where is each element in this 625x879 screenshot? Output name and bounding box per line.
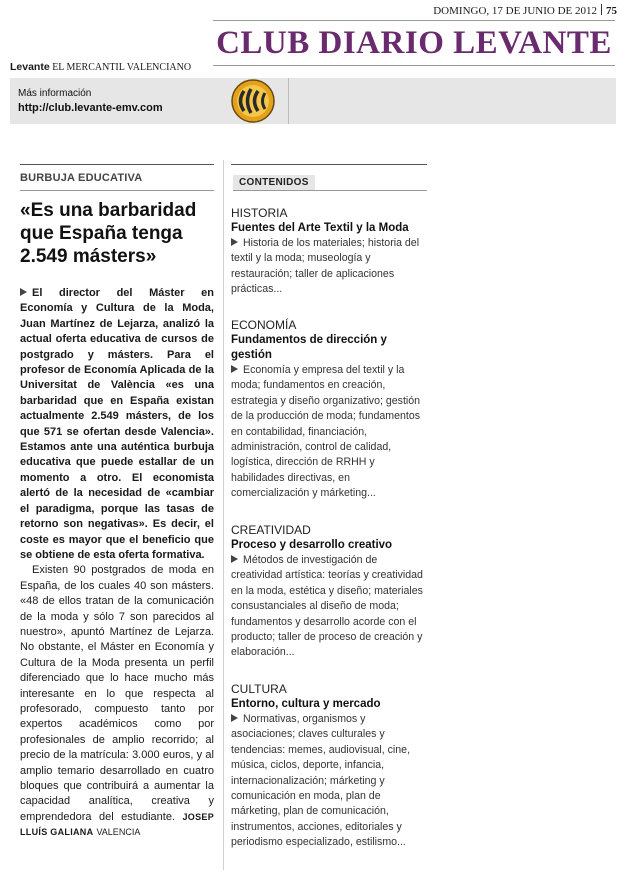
column-divider <box>223 160 224 870</box>
contents-section-cultura <box>231 682 425 851</box>
article-paragraph-1 <box>20 286 214 563</box>
section-category: ECONOMÍA <box>231 318 297 332</box>
section-category: CULTURA <box>231 682 287 696</box>
section-description-text: Historia de los materiales; historia del textil y la moda; museología y restauración; taller de aplicaciones prácticas... <box>231 237 420 296</box>
info-text <box>18 87 163 115</box>
section-description-text: Métodos de investigación de creatividad artística: teorías y creatividad en la moda, estética y diseño; materiales consustanciales al diseño de moda; fundamentos y desarrollo acorde con el producto; taller de proceso de creación y elaboración... <box>231 554 423 659</box>
section-subtitle: Fuentes del Arte Textil y la Moda <box>231 222 409 234</box>
club-logo-icon <box>218 78 288 124</box>
section-category: CREATIVIDAD <box>231 523 311 537</box>
article-body <box>20 286 214 841</box>
triangle-bullet-icon <box>231 714 238 722</box>
byline-name: JOSEP LLUÍS GALIANA <box>20 811 214 838</box>
triangle-bullet-icon <box>231 238 238 246</box>
section-description-text: Normativas, organismos y asociaciones; claves culturales y tendencias: memes, audiovisual, cine, música, ciclos, deporte, infancia, internacionalización; márketing y comunicación en moda, plan de márketing, plan de comunicación, instrumentos, acciones, editoriales y periodismo especializado, estilismo... <box>231 713 411 849</box>
brand-tagline: EL MERCANTIL VALENCIANO <box>52 62 192 73</box>
article-section-rule <box>20 190 214 191</box>
section-description <box>231 363 425 502</box>
section-subtitle: Proceso y desarrollo creativo <box>231 539 393 551</box>
byline-place: VALENCIA <box>96 827 141 838</box>
info-divider <box>288 78 289 124</box>
info-bar <box>10 78 616 124</box>
dateline-divider <box>601 4 602 15</box>
section-label: BURBUJA EDUCATIVA <box>20 172 143 184</box>
section-category: HISTORIA <box>231 206 288 220</box>
triangle-bullet-icon <box>231 365 238 373</box>
dateline <box>433 4 617 17</box>
contents-top-rule <box>231 164 427 165</box>
brand-line <box>10 61 191 73</box>
section-description-text: Economía y empresa del textil y la moda; fundamentos en creación, estrategia y diseño organizativo; gestión de la producción de moda; fundamentos en contabilidad, financiación, administración, control de calidad, logística, dirección de RRHH y habilidades directivas, en comercialización y márketing... <box>231 364 421 500</box>
paragraph-1-text: El director del Máster en Economía y Cultura de la Moda, Juan Martínez de Lejarza, analizó la actual oferta educativa de cursos de postgrado y másters. Para el profesor de Economía Aplicada de la Universitat de València «es una barbaridad que en España existan actualmente 2.549 másters, de los que 571 se ofertan desde Valencia». Estamos ante una auténtica burbuja educativa que puede estallar de un momento a otro. El economista alertó de la necesidad de «cambiar el paradigma, porque las tasas de retorno son negativas». Es decir, el coste es mayor que el beneficio que se obtiene de esta oferta formativa. <box>20 287 214 561</box>
section-subtitle: Entorno, cultura y mercado <box>231 698 381 710</box>
section-description <box>231 712 425 851</box>
publication-date: DOMINGO, 17 DE JUNIO DE 2012 <box>433 5 597 17</box>
contents-heading: CONTENIDOS <box>239 177 309 188</box>
section-description <box>231 553 425 661</box>
contents-section-creatividad <box>231 523 425 661</box>
triangle-bullet-icon <box>20 288 27 296</box>
contents-section-historia <box>231 206 425 298</box>
contents-section-economia <box>231 318 425 502</box>
section-subtitle: Fundamentos de dirección y gestión <box>231 334 387 361</box>
page-number: 75 <box>606 5 617 17</box>
triangle-bullet-icon <box>231 555 238 563</box>
article-top-rule <box>20 164 214 165</box>
club-title: CLUB DIARIO LEVANTE <box>213 20 615 66</box>
info-url[interactable]: http://club.levante-emv.com <box>18 102 163 114</box>
article-headline: «Es una barbaridad que España tenga 2.549 másters» <box>20 200 197 267</box>
info-label: Más información <box>18 88 92 99</box>
section-description <box>231 236 425 298</box>
contents-heading-rule <box>233 190 427 191</box>
article-paragraph-2 <box>20 563 214 840</box>
brand-name: Levante <box>10 61 50 73</box>
paragraph-2-text: Existen 90 postgrados de moda en España, de los cuales 40 son másters. «48 de ellos tratan de la comunicación de la moda y sólo 7 son parecidos al nuestro», apuntó Martínez de Lejarza. No obstante, el Máster en Economía y Cultura de la Moda presenta un perfil diferenciado que lo hace mucho más interesante en lo que respecta al profesorado, compuesto tanto por expertos académicos como por profesionales de amplio recorrido; al precio de la matrícula: 3.000 euros, y al amplio temario desarrollado en cuatro bloques que contribuirá a aumentar la capacidad analítica, creativa y emprendedora del estudiante. <box>20 564 214 823</box>
